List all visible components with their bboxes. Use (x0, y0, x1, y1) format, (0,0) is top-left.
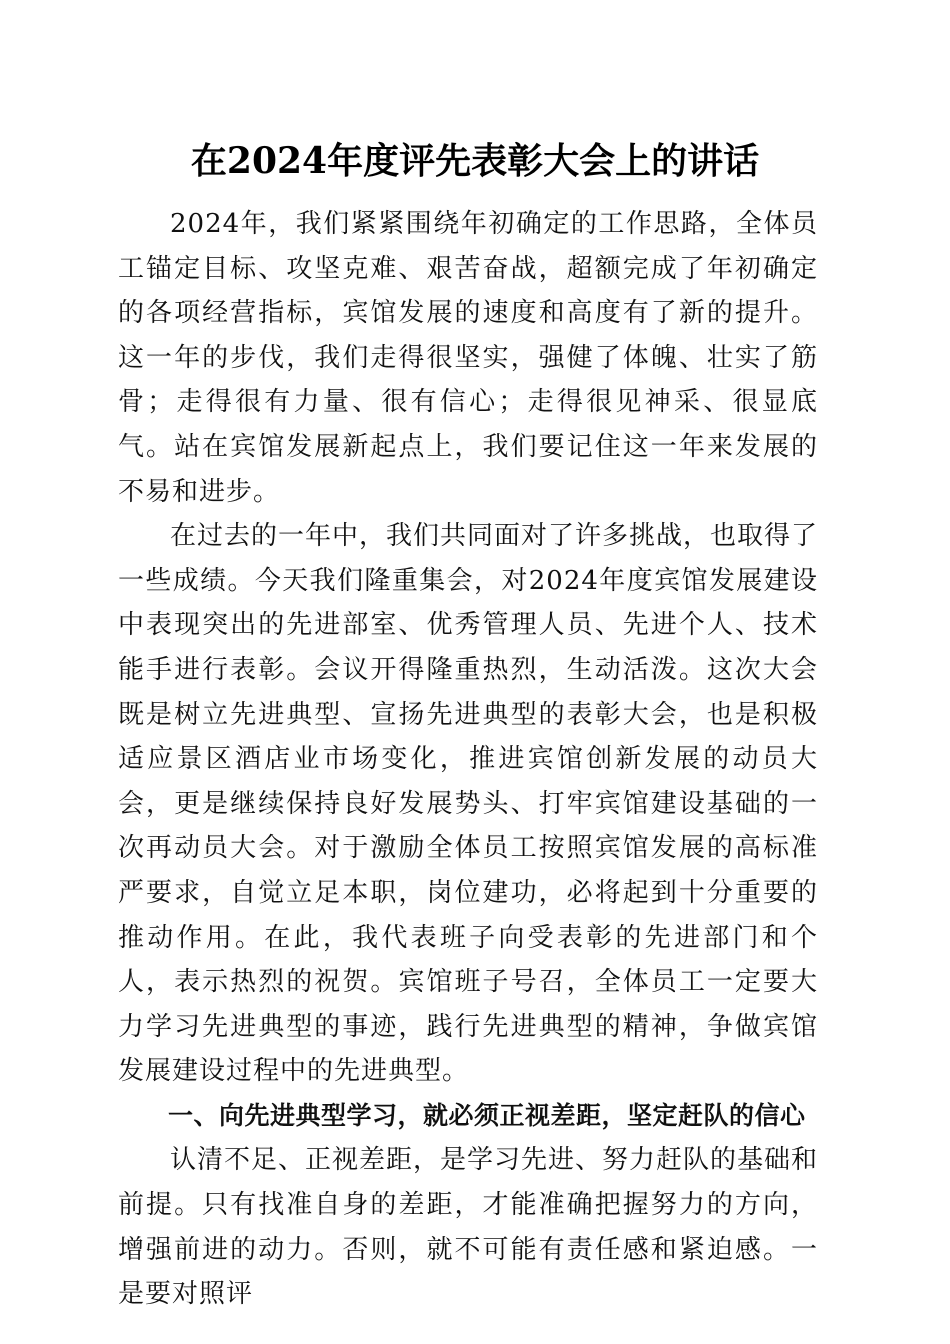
paragraph-commendation: 在过去的一年中，我们共同面对了许多挑战，也取得了一些成绩。今天我们隆重集会，对2024年度宾馆发展建设中表现突出的先进部室、优秀管理人员、先进个人、技术能手进行表彰。会议开得隆重热烈，生动活泼。这次大会既是树立先进典型、宣扬先进典型的表彰大会，也是积极适应景区酒店业市场变化，推进宾馆创新发展的动员大会，更是继续保持良好发展势头、打牢宾馆建设基础的一次再动员大会。对于激励全体员工按照宾馆发展的高标准严要求，自觉立足本职，岗位建功，必将起到十分重要的推动作用。在此，我代表班子向受表彰的先进部门和个人，表示热烈的祝贺。宾馆班子号召，全体员工一定要大力学习先进典型的事迹，践行先进典型的精神，争做宾馆发展建设过程中的先进典型。 (118, 521, 819, 1087)
paragraph-intro: 2024年，我们紧紧围绕年初确定的工作思路，全体员工锚定目标、攻坚克难、艰苦奋战，超额完成了年初确定的各项经营指标，宾馆发展的速度和高度有了新的提升。这一年的步伐，我们走得很坚实，强健了体魄、壮实了筋骨；走得很有力量、很有信心；走得很见神采、很显底气。站在宾馆发展新起点上，我们要记住这一年来发展的不易和进步。 (118, 209, 818, 507)
paragraph-section-one: 认清不足、正视差距，是学习先进、努力赶队的基础和前提。只有找准自身的差距，才能准确把握努力的方向，增强前进的动力。否则，就不可能有责任感和紧迫感。一是要对照评 (118, 1145, 819, 1310)
document-title: 在2024年度评先表彰大会上的讲话 (190, 140, 760, 182)
section-heading: 一、向先进典型学习，就必须正视差距，坚定赶队的信心 (168, 1100, 806, 1130)
document-body (118, 202, 818, 1317)
